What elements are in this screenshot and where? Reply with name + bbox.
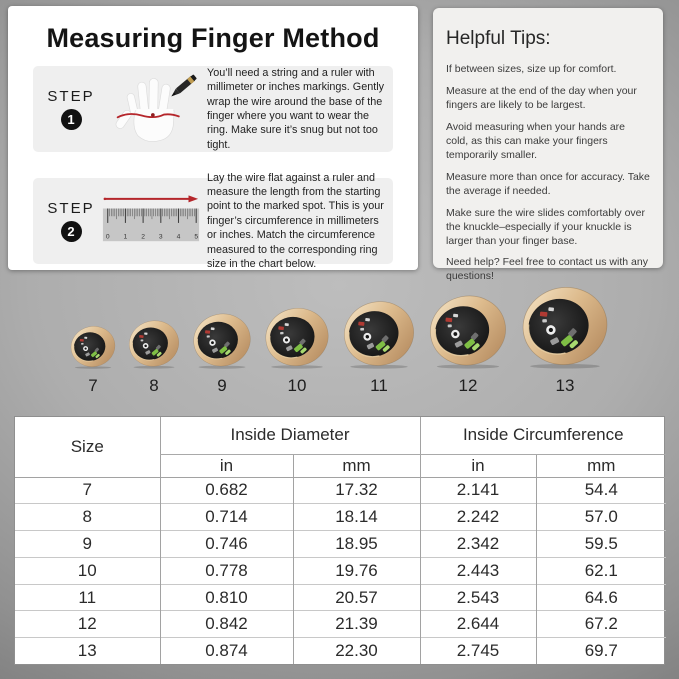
column-header-size: Size <box>70 436 104 456</box>
step-2-number-badge: 2 <box>61 221 82 242</box>
table-cell: 7 <box>15 477 160 504</box>
table-row <box>15 477 666 504</box>
table-cell: 13 <box>15 638 160 664</box>
step-1-text: You’ll need a string and a ruler with millimeter or inches markings. Gently wrap the wire around the base of the finger where you want to wear the ring. Make sure it’s snug but not too tight. <box>207 66 384 151</box>
hand-measure-icon <box>101 71 201 147</box>
step-1-label: STEP <box>47 88 95 105</box>
table-cell: 2.443 <box>420 557 536 584</box>
table-cell: 0.874 <box>160 638 293 664</box>
ring-size-label: 12 <box>458 376 478 395</box>
tip-text: Make sure the wire slides comfortably over the knuckle–especially if your knuckle is larger than your finger base. <box>446 206 645 247</box>
ring-image <box>263 305 331 369</box>
hand-illustration <box>99 71 203 147</box>
ruler-illustration <box>99 190 203 252</box>
table-cell: 10 <box>15 557 160 584</box>
table-cell: 0.714 <box>160 504 293 531</box>
size-chart-header <box>15 417 666 477</box>
table-cell: 20.57 <box>293 584 420 611</box>
table-cell: 0.778 <box>160 557 293 584</box>
table-cell: 0.842 <box>160 611 293 638</box>
step-2-label: STEP <box>47 200 95 217</box>
ring-image <box>427 292 509 369</box>
ring-size-label: 13 <box>555 376 575 395</box>
ring-image <box>519 283 611 369</box>
ring-item <box>341 298 417 396</box>
unit-header-mm: mm <box>293 454 420 477</box>
table-row <box>15 611 666 638</box>
table-cell: 18.95 <box>293 531 420 558</box>
ruler-body <box>103 209 199 242</box>
ruler-number: 2 <box>141 233 145 241</box>
table-cell: 0.746 <box>160 531 293 558</box>
arrowhead-icon <box>189 195 199 202</box>
ring-size-label: 8 <box>149 376 159 395</box>
table-row <box>15 638 666 664</box>
ruler-number: 0 <box>105 233 110 241</box>
step-2-text: Lay the wire flat against a ruler and measure the length from the starting point to the marked spot. This is your finger’s circumference in millimeters or inches. Match the circumference measured to the corresponding ring size in the chart below. <box>207 171 384 270</box>
measuring-method-panel <box>8 6 418 270</box>
ring-size-label: 7 <box>88 376 98 395</box>
table-row <box>15 557 666 584</box>
tip-text: Need help? Feel free to contact us with any questions! <box>446 256 648 283</box>
table-cell: 64.6 <box>536 584 666 611</box>
table-cell: 57.0 <box>536 504 666 531</box>
table-cell: 2.342 <box>420 531 536 558</box>
table-row <box>15 504 666 531</box>
ring-item <box>69 324 117 396</box>
table-row <box>15 531 666 558</box>
table-cell: 11 <box>15 584 160 611</box>
ruler-number: 1 <box>123 233 128 241</box>
table-cell: 2.644 <box>420 611 536 638</box>
helpful-tips-panel <box>433 8 663 283</box>
table-cell: 8 <box>15 504 160 531</box>
tip-text: Measure more than once for accuracy. Take the average if needed. <box>446 170 650 197</box>
column-header-inside-diameter: Inside Diameter <box>160 417 420 454</box>
unit-header-in: in <box>160 454 293 477</box>
column-header-inside-circumference: Inside Circumference <box>420 417 666 454</box>
step-2-header <box>43 200 99 242</box>
method-panel-title: Measuring Finger Method <box>46 23 380 53</box>
ring-size-label: 11 <box>370 376 388 395</box>
tip-text: If between sizes, size up for comfort. <box>446 63 617 75</box>
tips-list <box>446 63 650 284</box>
unit-header-mm: mm <box>536 454 666 477</box>
table-cell: 17.32 <box>293 477 420 504</box>
unit-header-in: in <box>420 454 536 477</box>
ring-image <box>69 324 117 369</box>
ring-item <box>127 318 181 396</box>
ruler-number: 4 <box>176 233 181 241</box>
table-cell: 2.242 <box>420 504 536 531</box>
table-cell: 2.543 <box>420 584 536 611</box>
tips-panel-title: Helpful Tips: <box>446 28 551 49</box>
ruler-number: 5 <box>194 233 199 241</box>
ring-item <box>191 311 253 396</box>
ring-image <box>191 311 253 369</box>
table-cell: 54.4 <box>536 477 666 504</box>
ring-size-label: 9 <box>217 376 227 395</box>
size-chart-card <box>14 416 665 665</box>
step-1-box <box>33 66 393 152</box>
rings-row <box>69 276 614 396</box>
table-cell: 12 <box>15 611 160 638</box>
marker-pen-icon <box>169 74 197 99</box>
table-cell: 67.2 <box>536 611 666 638</box>
mark-dot <box>151 113 155 117</box>
step-2-box <box>33 171 393 270</box>
table-row <box>15 584 666 611</box>
table-cell: 19.76 <box>293 557 420 584</box>
ruler-number: 3 <box>158 233 163 241</box>
table-cell: 62.1 <box>536 557 666 584</box>
table-cell: 69.7 <box>536 638 666 664</box>
size-chart-body <box>15 477 666 664</box>
table-cell: 0.810 <box>160 584 293 611</box>
table-cell: 22.30 <box>293 638 420 664</box>
ring-item <box>263 305 331 396</box>
table-cell: 21.39 <box>293 611 420 638</box>
ring-image <box>341 298 417 369</box>
step-1-header <box>43 88 99 130</box>
ruler-icon <box>101 190 201 252</box>
step-1-number-badge: 1 <box>61 109 82 130</box>
size-chart-table <box>15 417 666 664</box>
table-cell: 2.141 <box>420 477 536 504</box>
ring-item <box>519 283 611 396</box>
ring-size-label: 10 <box>287 376 307 395</box>
table-cell: 9 <box>15 531 160 558</box>
table-cell: 0.682 <box>160 477 293 504</box>
tip-text: Avoid measuring when your hands are cold, as this can make your fingers temporarily smaller. <box>446 120 625 161</box>
table-cell: 18.14 <box>293 504 420 531</box>
ring-image <box>127 318 181 369</box>
table-cell: 59.5 <box>536 531 666 558</box>
tip-text: Measure at the end of the day when your fingers are likely to be largest. <box>446 84 637 111</box>
ring-item <box>427 292 509 396</box>
table-cell: 2.745 <box>420 638 536 664</box>
